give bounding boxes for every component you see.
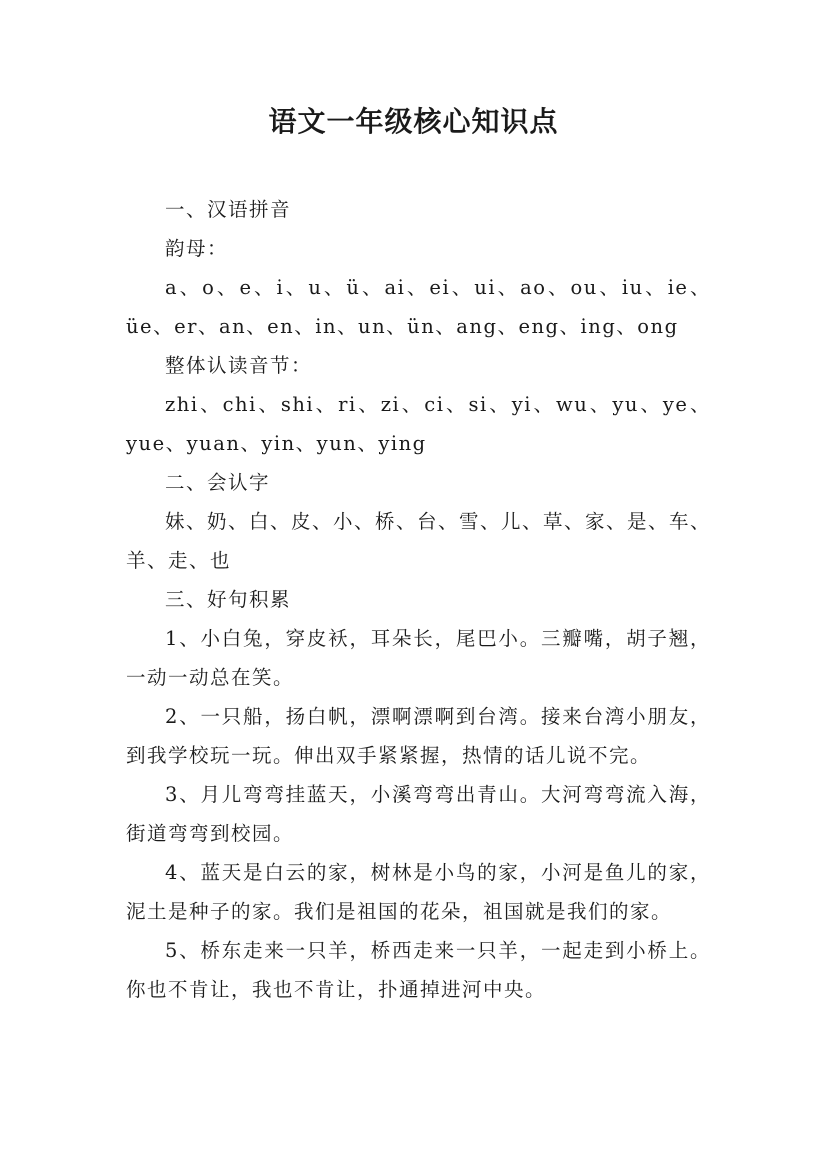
document-body xyxy=(126,190,711,1009)
section-heading-sentences: 三、好句积累 xyxy=(165,588,292,611)
sentence-item: 2、一只船，扬白帆，漂啊漂啊到台湾。接来台湾小朋友，到我学校玩一玩。伸出双手紧紧握，热情的话儿说不完。 xyxy=(126,705,711,767)
characters-list: 妹、奶、白、皮、小、桥、台、雪、儿、草、家、是、车、羊、走、也 xyxy=(126,510,712,572)
sentence-item: 1、小白兔，穿皮袄，耳朵长，尾巴小。三瓣嘴，胡子翘，一动一动总在笑。 xyxy=(126,627,711,689)
section-heading-characters: 二、会认字 xyxy=(165,471,271,494)
finals-list: a、o、e、i、u、ü、ai、ei、ui、ao、ou、iu、ie、üe、er、an、en、in、un、ün、ang、eng、ing、ong xyxy=(126,276,711,338)
sentence-item: 4、蓝天是白云的家，树林是小鸟的家，小河是鱼儿的家，泥土是种子的家。我们是祖国的花朵，祖国就是我们的家。 xyxy=(126,861,711,923)
document-title: 语文一年级核心知识点 xyxy=(268,105,559,138)
subheading-finals: 韵母： xyxy=(165,237,229,260)
sentence-item: 5、桥东走来一只羊，桥西走来一只羊，一起走到小桥上。你也不肯让，我也不肯让，扑通掉进河中央。 xyxy=(126,939,711,1001)
sentence-item: 3、月儿弯弯挂蓝天，小溪弯弯出青山。大河弯弯流入海，街道弯弯到校园。 xyxy=(126,783,711,845)
section-heading-pinyin: 一、汉语拼音 xyxy=(165,198,292,221)
subheading-whole-syllables: 整体认读音节： xyxy=(165,354,313,377)
whole-syllables-list: zhi、chi、shi、ri、zi、ci、si、yi、wu、yu、ye、yue、yuan、yin、yun、ying xyxy=(126,393,711,455)
